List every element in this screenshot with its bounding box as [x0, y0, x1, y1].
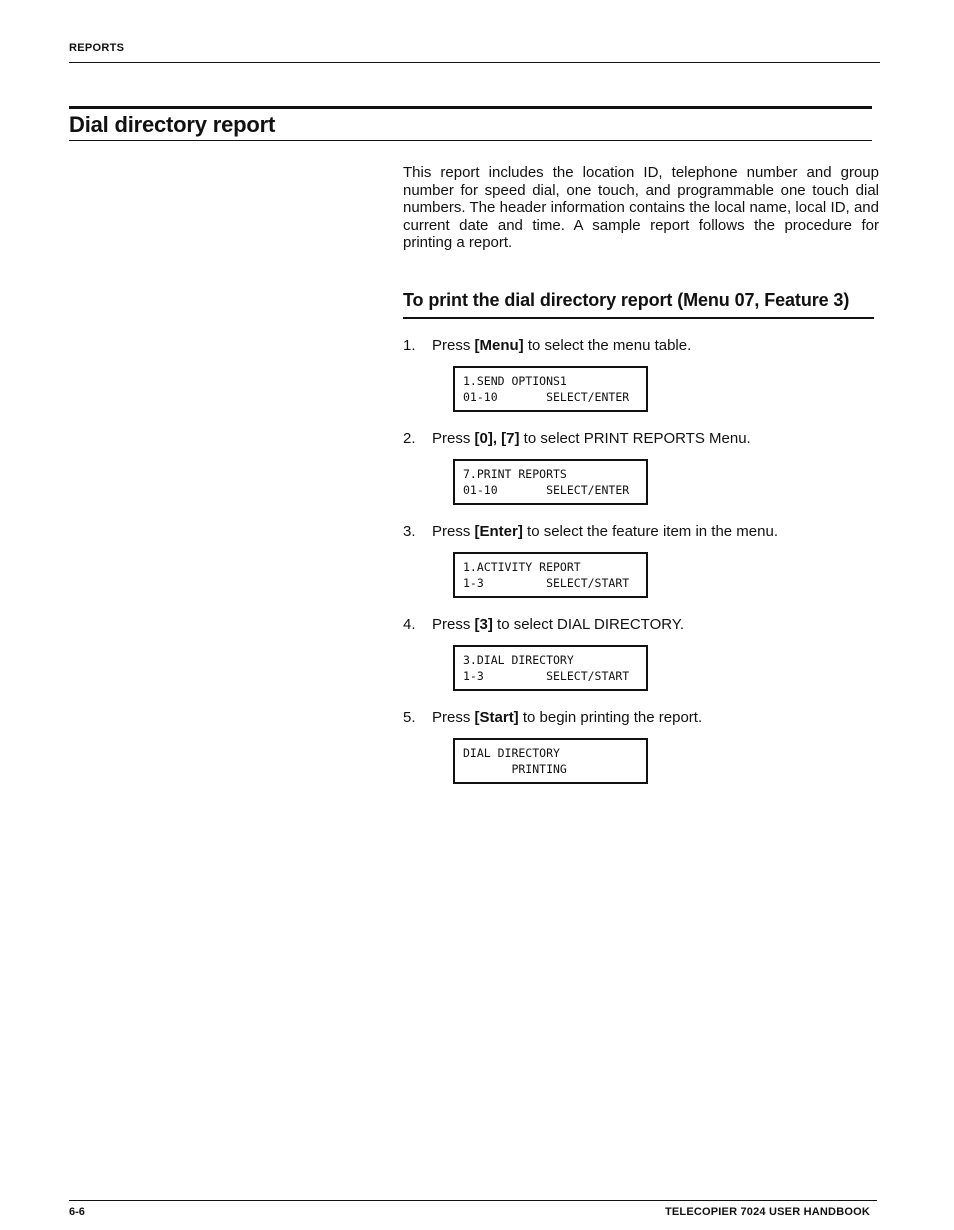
lcd-line-2: 01-10 SELECT/ENTER	[463, 483, 630, 497]
key-label: [Start]	[474, 709, 519, 726]
step-number: 3.	[403, 523, 416, 540]
lcd-line-1: 3.DIAL DIRECTORY	[463, 653, 574, 667]
lcd-line-2: 1-3 SELECT/START	[463, 669, 630, 683]
step-3: 3. Press [Enter] to select the feature item in the menu.	[403, 523, 778, 540]
lcd-line-1: 1.ACTIVITY REPORT	[463, 560, 581, 574]
section-title: Dial directory report	[69, 112, 276, 137]
key-label: [Menu]	[474, 337, 524, 354]
lcd-line-2: 1-3 SELECT/START	[463, 576, 630, 590]
section-bottom-rule	[69, 140, 872, 141]
header-rule	[69, 62, 880, 63]
page-number: 6-6	[69, 1206, 85, 1218]
step-5: 5. Press [Start] to begin printing the report.	[403, 709, 703, 726]
key-label: [3]	[474, 616, 493, 633]
step-number: 5.	[403, 709, 416, 726]
footer-rule	[69, 1200, 877, 1201]
lcd-display	[453, 738, 648, 784]
lcd-display	[453, 645, 648, 691]
lcd-line-1: DIAL DIRECTORY	[463, 746, 560, 760]
lcd-line-2: PRINTING	[463, 762, 567, 776]
step-number: 4.	[403, 616, 416, 633]
intro-paragraph: This report includes the location ID, telephone number and group number for speed dial, one touch, and programmable one touch dial numbers. The header information contains the local name, local ID, and current date and time. A sample report follows the procedure for printing a report.	[403, 164, 879, 251]
book-title: TELECOPIER 7024 USER HANDBOOK	[664, 1206, 870, 1218]
step-number: 1.	[403, 337, 416, 354]
procedure-heading-rule	[403, 317, 874, 319]
step-2: 2. Press [0], [7] to select PRINT REPORTS Menu.	[403, 430, 751, 447]
running-head: REPORTS	[69, 42, 125, 54]
step-1: 1. Press [Menu] to select the menu table.	[403, 337, 692, 354]
lcd-line-1: 1.SEND OPTIONS1	[463, 374, 567, 388]
lcd-display	[453, 366, 648, 412]
section-top-rule	[69, 106, 872, 109]
lcd-display	[453, 459, 648, 505]
lcd-line-2: 01-10 SELECT/ENTER	[463, 390, 630, 404]
key-label: [0], [7]	[474, 430, 520, 447]
procedure-heading: To print the dial directory report (Menu 07, Feature 3)	[403, 290, 850, 310]
lcd-display	[453, 552, 648, 598]
step-4: 4. Press [3] to select DIAL DIRECTORY.	[403, 616, 685, 633]
step-number: 2.	[403, 430, 416, 447]
key-label: [Enter]	[474, 523, 523, 540]
lcd-line-1: 7.PRINT REPORTS	[463, 467, 567, 481]
